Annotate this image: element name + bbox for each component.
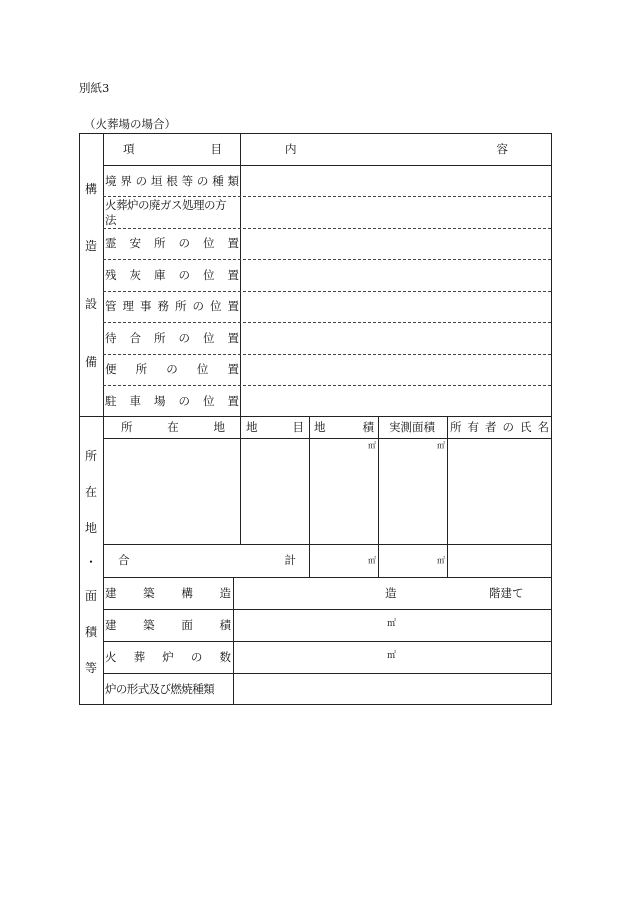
location-col-divider — [447, 416, 448, 577]
location-side-label-char: ・ — [85, 555, 98, 569]
building-row-divider — [103, 641, 552, 642]
building-area-label: 建 築 面 積 — [105, 618, 231, 632]
structure-item-divider — [240, 133, 241, 416]
location-col-divider — [378, 416, 379, 577]
owner-name-header: 所 有 者 の 氏 名 — [450, 420, 549, 434]
total-label: 合 計 — [118, 553, 296, 567]
location-side-label-char: 在 — [85, 485, 98, 499]
furnace-count-label: 火 葬 炉 の 数 — [105, 650, 231, 664]
registered-area-header: 地 積 — [314, 420, 374, 434]
row-divider — [103, 385, 551, 386]
parking-location-label: 駐 車 場 の 位 置 — [105, 394, 239, 408]
total-measured-area-unit: ㎡ — [437, 556, 445, 565]
form-subtitle: （火葬場の場合） — [84, 117, 176, 131]
measured-area-unit: ㎡ — [437, 441, 445, 450]
location-col-divider — [309, 416, 310, 577]
location-header-divider — [103, 438, 552, 439]
building-area-unit: ㎡ — [387, 619, 397, 629]
exhaust-gas-treatment-label: 火葬炉の廃ガス処理の方 法 — [105, 198, 226, 227]
annex-label: 別紙3 — [79, 81, 110, 95]
building-row-divider — [103, 673, 552, 674]
building-structure-prefix: 造 — [385, 586, 397, 600]
structure-header-divider — [103, 165, 552, 166]
location-total-divider — [103, 544, 552, 545]
location-side-label-char: 等 — [85, 661, 98, 675]
land-category-header: 地 目 — [246, 420, 304, 434]
structure-side-label-char: 設 — [85, 297, 98, 311]
row-divider — [103, 196, 551, 197]
total-registered-area-unit: ㎡ — [368, 556, 376, 565]
structure-side-label-char: 備 — [85, 355, 98, 369]
section-divider — [79, 416, 552, 417]
location-side-label-char: 面 — [85, 589, 98, 603]
table-bottom-border — [79, 704, 552, 705]
row-divider — [103, 322, 551, 323]
location-column-header: 所 在 地 — [121, 420, 225, 434]
row-divider — [103, 259, 551, 260]
side-column-divider — [103, 133, 104, 705]
location-side-label-char: 地 — [85, 521, 98, 535]
table-top-border — [79, 133, 552, 134]
location-side-label-char: 所 — [85, 449, 98, 463]
row-divider — [103, 354, 551, 355]
table-left-border — [79, 133, 80, 705]
waiting-room-location-label: 待 合 所 の 位 置 — [105, 331, 239, 345]
mortuary-location-label: 霊 安 所 の 位 置 — [105, 236, 239, 250]
table-right-border — [551, 133, 552, 705]
location-col-divider — [240, 416, 241, 544]
row-divider — [103, 291, 551, 292]
measured-area-header: 実測面積 — [389, 420, 435, 434]
structure-side-label-char: 構 — [85, 182, 98, 196]
building-stories-suffix: 階建て — [489, 586, 524, 600]
building-structure-label: 建 築 構 造 — [105, 586, 231, 600]
content-column-header: 内 容 — [285, 142, 508, 156]
boundary-fence-type-label: 境 界 の 垣 根 等 の 種 類 — [105, 174, 239, 188]
admin-office-location-label: 管 理 事 務 所 の 位 置 — [105, 299, 239, 313]
building-row-divider — [103, 609, 552, 610]
registered-area-unit: ㎡ — [368, 441, 376, 450]
structure-side-label-char: 造 — [85, 239, 98, 253]
furnace-type-label: 炉の形式及び燃焼種類 — [105, 682, 214, 696]
furnace-count-unit: ㎡ — [387, 651, 397, 661]
ash-storage-location-label: 残 灰 庫 の 位 置 — [105, 268, 239, 282]
item-column-header: 項 目 — [123, 142, 222, 156]
location-side-label-char: 積 — [85, 625, 98, 639]
location-bottom-divider — [103, 577, 552, 578]
row-divider — [103, 228, 551, 229]
toilet-location-label: 便 所 の 位 置 — [105, 362, 239, 376]
